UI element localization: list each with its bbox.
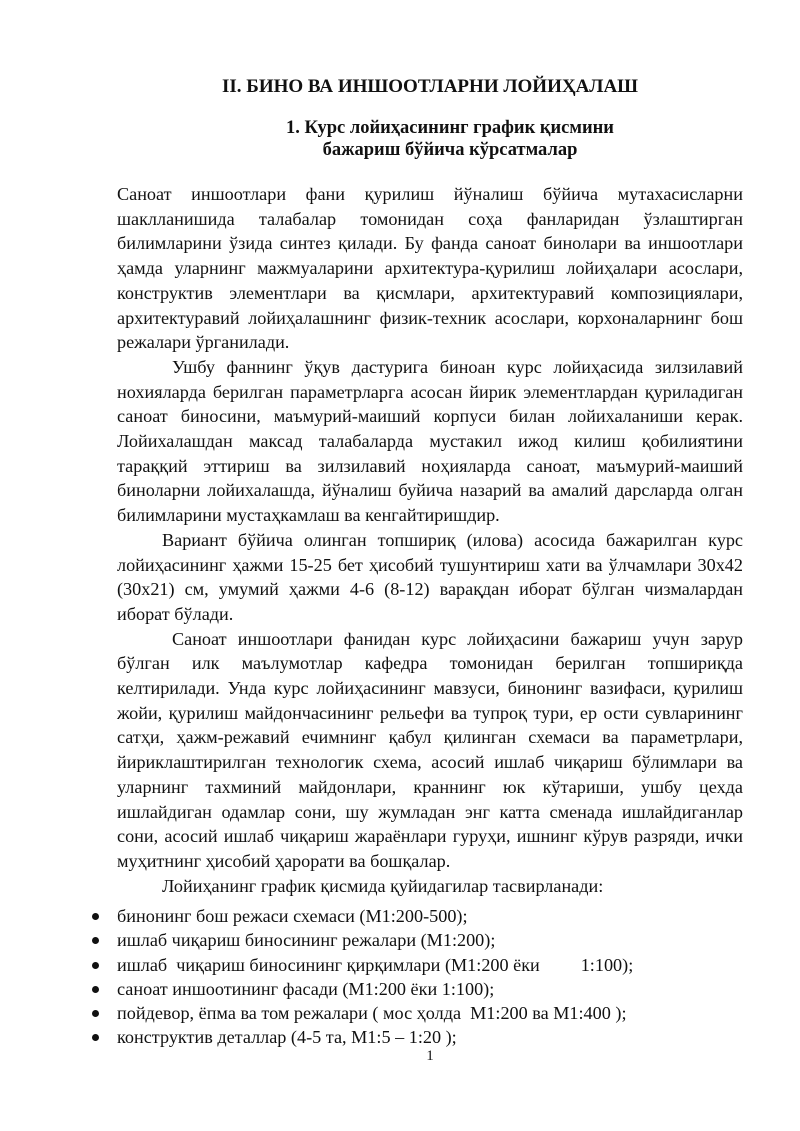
list-item-text: ишлаб чиқариш биносининг қирқимлари (М1:200 ёки 1:100);	[117, 954, 634, 975]
list-item	[92, 977, 752, 1001]
subtitle-line-1: 1. Курс лойиҳасининг график қисмини	[286, 118, 614, 138]
bullet-icon	[92, 986, 99, 993]
list-item	[92, 1025, 752, 1049]
section-title: II. БИНО ВА ИНШООТЛАРНИ ЛОЙИҲАЛАШ	[221, 76, 639, 97]
bullet-icon	[92, 937, 99, 944]
paragraph-1: Саноат иншоотлари фани қурилиш йўналиш бўйича мутахасисларни шаклланишида талабалар томонидан соҳа фанларидан ўзлаштирган билимларини ўзида синтез қилади. Бу фанда саноат бинолари ва иншоотлари ҳамда уларнинг мажмуаларини архитектура-қурилиш лойиҳалари асослари, конструктив элементлари ва қисмлари, архитектуравий композициялари, архитектуравий лойиҳалашнинг физик-техник асослари, корхоналарнинг бош режалари ўрганилади.	[117, 184, 743, 353]
bullet-icon	[92, 962, 99, 969]
paragraph-4: Саноат иншоотлари фанидан курс лойиҳасини бажариш учун зарур бўлган илк маълумотлар кафедра томонидан берилган топшириқда келтирилади. Унда курс лойиҳасининг мавзуси, бинонинг вазифаси, қурилиш жойи, қурилиш майдончасининг рельефи ва тупроқ тури, ер ости сувларининг сатҳи, ҳажм-режавий ечимнинг қабул қилинган схемаси ва параметрлари, йириклаштирилган технологик схема, асосий ишлаб чиқариш бўлимлари ва уларнинг тахминий майдонлари, краннинг юк кўтариши, ушбу цехда ишлайдиган одамлар сони, шу жумладан энг катта сменада ишлайдиганлар сони, асосий ишлаб чиқариш жараёнлари гуруҳи, ишнинг кўрув разряди, ички муҳитнинг ҳисобий ҳарорати ва бошқалар.	[117, 628, 743, 871]
bullet-icon	[92, 1010, 99, 1017]
list-item-text: саноат иншоотининг фасади (М1:200 ёки 1:100);	[117, 978, 495, 999]
body-text	[117, 182, 743, 898]
list-item	[92, 1001, 752, 1025]
subtitle-line-2: бажариш бўйича кўрсатмалар	[322, 140, 578, 160]
list-item	[92, 928, 752, 952]
list-item	[92, 904, 752, 928]
list-item-text: ишлаб чиқариш биносининг режалари (М1:200);	[117, 930, 496, 951]
paragraph-2: Ушбу фаннинг ўқув дастурига биноан курс лойиҳасида зилзилавий нохияларда берилган параметрларга асосан йирик элементлардан қуриладиган саноат биносини, маъмурий-маиший корпуси билан лойихаланиши керак. Лойихалашдан максад талабаларда мустакил ижод килиш қобилиятини тараққий эттириш ва зилзилавий ноҳияларда саноат, маъмурий-маиший биноларни лойихалашда, йўналиш буйича назарий ва амалий дарсларда олган билимларини мустаҳкамлаш ва кенгайтиришдир.	[117, 356, 743, 526]
list-item-text: пойдевор, ёпма ва том режалари ( мос ҳолда М1:200 ва М1:400 );	[117, 1003, 627, 1024]
paragraph-5: Лойиҳанинг график қисмида қуйидагилар тасвирланади:	[162, 875, 604, 896]
subsection-title	[0, 117, 800, 161]
bullet-icon	[92, 1034, 99, 1041]
list-item-text: конструктив деталлар (4-5 та, М1:5 – 1:20 );	[117, 1027, 457, 1048]
paragraph-3: Вариант бўйича олинган топшириқ (илова) асосида бажарилган курс лойиҳасининг ҳажми 15-25 бет ҳисобий тушунтириш хати ва ўлчамлари 30х42 (30х21) см, умумий ҳажми 4-6 (8-12) варақдан иборат бўлган чизмалардан иборат бўлади.	[117, 529, 743, 624]
list-item	[92, 953, 752, 977]
bullet-list	[92, 904, 752, 1050]
page-number: 1	[426, 1048, 434, 1064]
bullet-icon	[92, 913, 99, 920]
list-item-text: бинонинг бош режаси схемаси (М1:200-500);	[117, 906, 468, 926]
